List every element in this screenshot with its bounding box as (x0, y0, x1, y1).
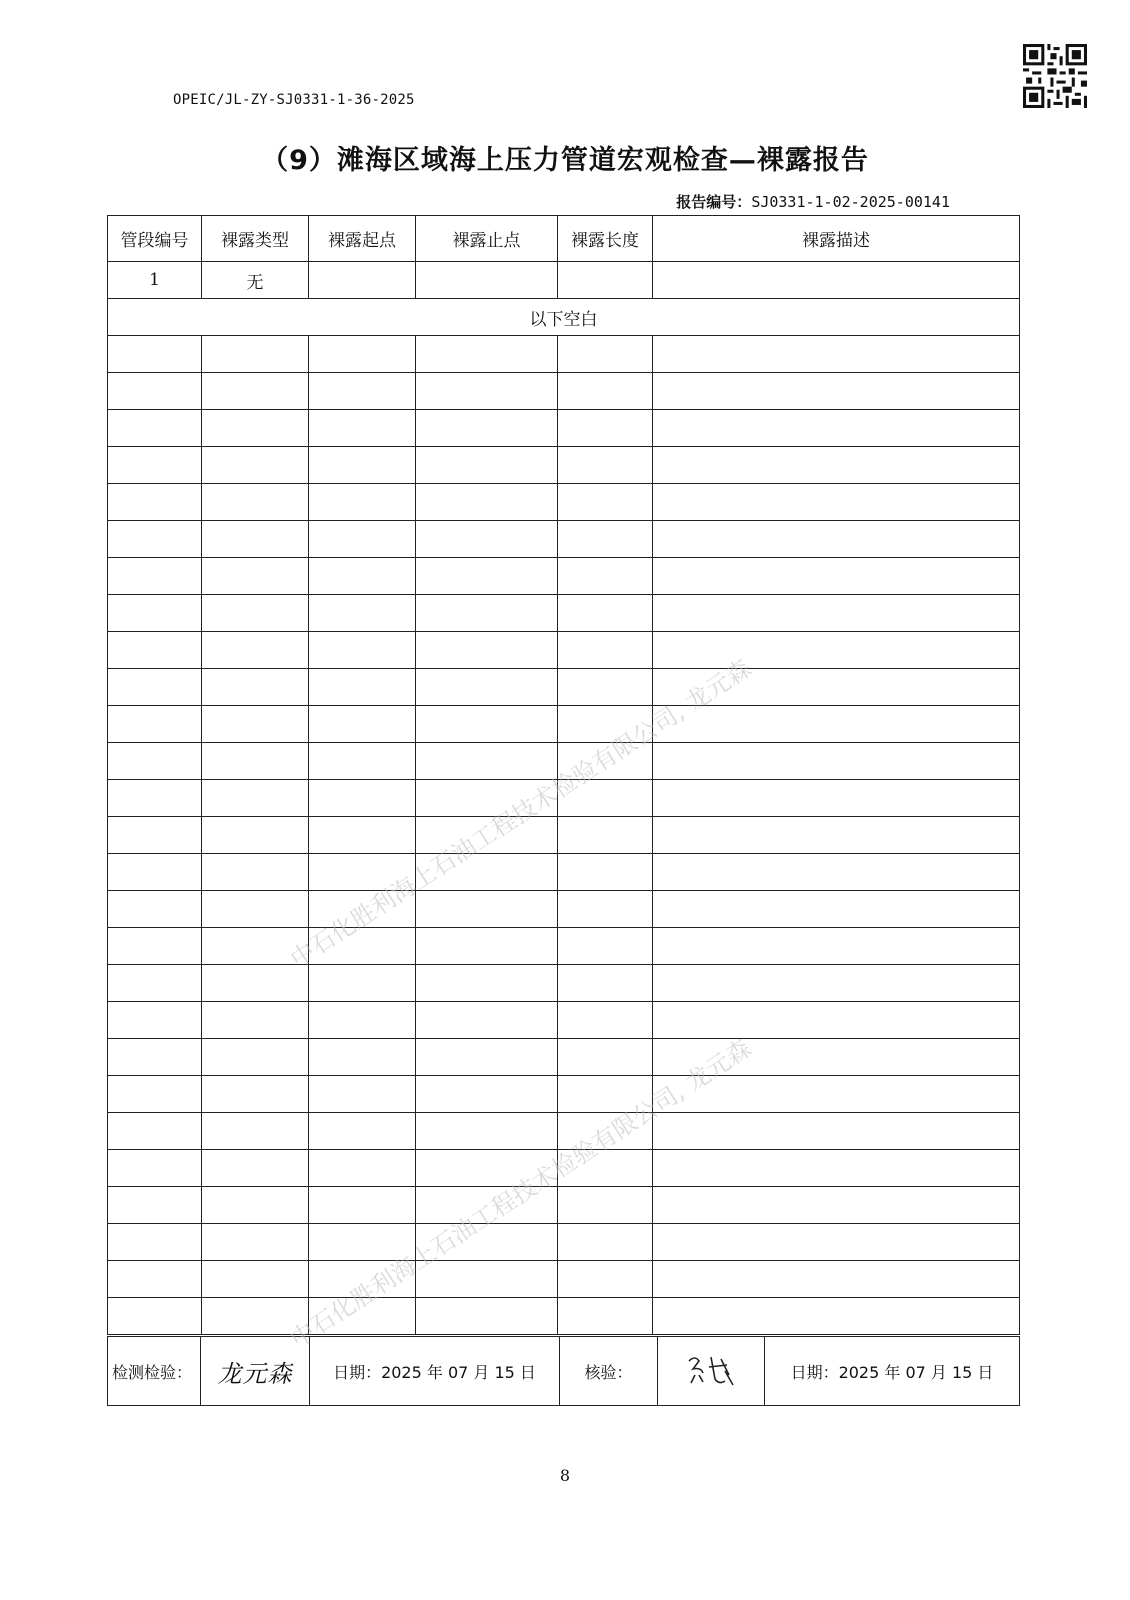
table-cell (202, 558, 309, 595)
table-row (108, 1039, 1020, 1076)
table-cell (653, 336, 1020, 373)
table-cell (416, 336, 558, 373)
table-cell (416, 410, 558, 447)
signature-table (107, 1336, 1020, 1406)
table-cell (653, 1224, 1020, 1261)
report-number-value: SJ0331-1-02-2025-00141 (751, 193, 950, 211)
table-cell (558, 447, 653, 484)
table-cell (558, 484, 653, 521)
table-cell (653, 891, 1020, 928)
table-cell (416, 373, 558, 410)
table-cell (558, 558, 653, 595)
table-row (108, 854, 1020, 891)
table-cell (309, 1224, 416, 1261)
blank-note-row (108, 299, 1020, 336)
table-row (108, 1076, 1020, 1113)
table-cell (309, 1076, 416, 1113)
table-cell (416, 1002, 558, 1039)
table-cell (108, 891, 202, 928)
table-cell (558, 1113, 653, 1150)
table-cell (416, 558, 558, 595)
report-number (676, 191, 950, 212)
table-cell (202, 965, 309, 1002)
inspector-label: 检测检验： (108, 1337, 201, 1406)
table-cell (309, 706, 416, 743)
table-cell (202, 854, 309, 891)
qr-code-icon (1023, 44, 1087, 108)
table-cell (653, 558, 1020, 595)
column-header: 管段编号 (108, 216, 202, 262)
table-cell (309, 1002, 416, 1039)
table-cell (653, 1261, 1020, 1298)
table-cell (309, 1187, 416, 1224)
table-cell (416, 1187, 558, 1224)
table-cell (108, 521, 202, 558)
table-cell (416, 780, 558, 817)
table-cell (108, 1076, 202, 1113)
table-row (108, 1261, 1020, 1298)
table-cell (558, 743, 653, 780)
table-cell (202, 410, 309, 447)
table-cell (309, 1113, 416, 1150)
table-cell (558, 1187, 653, 1224)
table-cell (108, 558, 202, 595)
table-cell (653, 780, 1020, 817)
table-cell (202, 817, 309, 854)
table-row (108, 1224, 1020, 1261)
table-row (108, 447, 1020, 484)
inspect-date: 日期：2025 年 07 月 15 日 (310, 1337, 560, 1406)
report-number-label: 报告编号： (676, 193, 752, 211)
table-cell (108, 632, 202, 669)
signature-row (108, 1337, 1020, 1406)
page-number: 8 (559, 1466, 571, 1485)
table-cell (309, 336, 416, 373)
table-cell (416, 262, 558, 299)
table-row (108, 1002, 1020, 1039)
table-cell (653, 669, 1020, 706)
table-cell (558, 521, 653, 558)
table-cell (653, 817, 1020, 854)
table-cell (108, 595, 202, 632)
table-cell (108, 780, 202, 817)
table-cell (416, 484, 558, 521)
table-cell (108, 1298, 202, 1335)
table-cell (558, 669, 653, 706)
table-cell (558, 780, 653, 817)
table-cell (416, 1224, 558, 1261)
table-cell (558, 928, 653, 965)
table-cell (309, 1150, 416, 1187)
table-cell (416, 1150, 558, 1187)
table-cell (416, 854, 558, 891)
table-cell (309, 595, 416, 632)
table-row (108, 484, 1020, 521)
table-cell (558, 632, 653, 669)
table-cell (309, 743, 416, 780)
table-cell (309, 632, 416, 669)
table-cell (309, 854, 416, 891)
table-cell (108, 743, 202, 780)
table-cell (558, 1224, 653, 1261)
table-cell (653, 1150, 1020, 1187)
table-cell (202, 928, 309, 965)
table-cell (309, 780, 416, 817)
table-cell (416, 595, 558, 632)
table-cell (309, 447, 416, 484)
table-cell (202, 1298, 309, 1335)
segment-number-cell: 1 (108, 262, 202, 299)
table-cell (416, 1298, 558, 1335)
column-header: 裸露止点 (416, 216, 558, 262)
table-cell (202, 780, 309, 817)
table-cell (653, 595, 1020, 632)
table-cell (558, 1002, 653, 1039)
table-row (108, 928, 1020, 965)
table-cell (108, 854, 202, 891)
table-cell (653, 262, 1020, 299)
table-cell (416, 447, 558, 484)
table-row (108, 891, 1020, 928)
table-cell (416, 1261, 558, 1298)
table-cell (108, 706, 202, 743)
table-cell (309, 891, 416, 928)
table-cell (309, 373, 416, 410)
table-cell (558, 965, 653, 1002)
table-row (108, 1298, 1020, 1335)
table-cell (558, 373, 653, 410)
table-cell (653, 447, 1020, 484)
table-row (108, 595, 1020, 632)
table-cell (202, 1076, 309, 1113)
watermark: 中石化胜利海上石油工程技术检验有限公司, 龙元森 (285, 1034, 757, 1354)
table-cell (108, 1150, 202, 1187)
table-cell (558, 854, 653, 891)
table-row (108, 262, 1020, 299)
table-cell (202, 891, 309, 928)
table-cell (108, 1002, 202, 1039)
table-cell (653, 1002, 1020, 1039)
table-row (108, 632, 1020, 669)
table-cell (309, 669, 416, 706)
table-cell (558, 262, 653, 299)
page-title: （9）滩海区域海上压力管道宏观检查—裸露报告 (261, 145, 869, 176)
table-cell (416, 1076, 558, 1113)
document-code: OPEIC/JL-ZY-SJ0331-1-36-2025 (173, 92, 415, 108)
table-row (108, 410, 1020, 447)
table-cell (416, 743, 558, 780)
table-cell (202, 1039, 309, 1076)
table-cell (108, 669, 202, 706)
table-cell (558, 1261, 653, 1298)
table-cell (309, 1298, 416, 1335)
table-row (108, 1187, 1020, 1224)
table-cell (202, 336, 309, 373)
table-row (108, 521, 1020, 558)
column-header: 裸露描述 (653, 216, 1020, 262)
table-header-row (108, 216, 1020, 262)
table-cell (653, 1076, 1020, 1113)
table-cell (558, 706, 653, 743)
table-cell (653, 965, 1020, 1002)
table-cell (108, 1113, 202, 1150)
table-cell (416, 669, 558, 706)
table-cell (558, 336, 653, 373)
table-cell (653, 1113, 1020, 1150)
inspector-signature (201, 1337, 310, 1406)
table-cell (558, 595, 653, 632)
table-row (108, 558, 1020, 595)
table-cell (202, 743, 309, 780)
table-cell (309, 558, 416, 595)
table-cell (416, 817, 558, 854)
table-cell (309, 484, 416, 521)
table-cell (558, 1150, 653, 1187)
table-cell (653, 521, 1020, 558)
table-cell (558, 1039, 653, 1076)
table-cell (108, 484, 202, 521)
table-cell (416, 632, 558, 669)
table-cell (309, 965, 416, 1002)
table-cell (202, 373, 309, 410)
watermark: 中石化胜利海上石油工程技术检验有限公司, 龙元森 (285, 654, 757, 974)
table-cell (558, 817, 653, 854)
table-cell (309, 410, 416, 447)
table-cell (558, 1298, 653, 1335)
table-cell (416, 1039, 558, 1076)
table-cell (108, 965, 202, 1002)
table-row (108, 373, 1020, 410)
table-row (108, 1113, 1020, 1150)
table-cell (653, 1187, 1020, 1224)
table-cell (653, 854, 1020, 891)
table-cell (108, 336, 202, 373)
table-cell (653, 928, 1020, 965)
table-cell (108, 373, 202, 410)
table-cell (416, 891, 558, 928)
column-header: 裸露起点 (309, 216, 416, 262)
table-row (108, 965, 1020, 1002)
table-cell (653, 632, 1020, 669)
table-cell (202, 595, 309, 632)
inspector-signature-text: 龙元森 (217, 1359, 293, 1388)
reviewer-signature (658, 1337, 765, 1406)
table-cell (653, 743, 1020, 780)
table-row (108, 669, 1020, 706)
table-cell (653, 410, 1020, 447)
table-row (108, 336, 1020, 373)
exposure-type-cell: 无 (202, 262, 309, 299)
table-cell (202, 632, 309, 669)
table-cell (202, 1187, 309, 1224)
table-cell (309, 817, 416, 854)
table-cell (202, 447, 309, 484)
reviewer-signature-image (681, 1349, 741, 1389)
table-cell (202, 1261, 309, 1298)
table-cell (108, 928, 202, 965)
table-cell (653, 1298, 1020, 1335)
table-cell (416, 1113, 558, 1150)
column-header: 裸露类型 (202, 216, 309, 262)
table-row (108, 817, 1020, 854)
table-cell (309, 521, 416, 558)
column-header: 裸露长度 (558, 216, 653, 262)
table-cell (108, 1187, 202, 1224)
table-cell (202, 1150, 309, 1187)
table-cell (108, 1224, 202, 1261)
table-cell (202, 521, 309, 558)
table-cell (653, 484, 1020, 521)
table-cell (309, 1261, 416, 1298)
table-cell (309, 1039, 416, 1076)
table-cell (416, 521, 558, 558)
table-cell (202, 1002, 309, 1039)
reviewer-label: 核验： (560, 1337, 658, 1406)
table-cell (108, 1039, 202, 1076)
table-cell (202, 706, 309, 743)
table-cell (202, 1224, 309, 1261)
review-date: 日期：2025 年 07 月 15 日 (765, 1337, 1020, 1406)
table-cell (558, 1076, 653, 1113)
table-cell (653, 706, 1020, 743)
table-cell (202, 484, 309, 521)
table-cell (416, 928, 558, 965)
table-row (108, 1150, 1020, 1187)
table-cell (558, 410, 653, 447)
table-cell (108, 1261, 202, 1298)
table-cell (309, 262, 416, 299)
exposure-table (107, 215, 1020, 1335)
table-cell (202, 1113, 309, 1150)
table-cell (653, 1039, 1020, 1076)
table-row (108, 706, 1020, 743)
table-cell (108, 447, 202, 484)
table-cell (202, 669, 309, 706)
table-cell (416, 706, 558, 743)
table-cell (108, 817, 202, 854)
table-row (108, 780, 1020, 817)
table-row (108, 743, 1020, 780)
table-cell (558, 891, 653, 928)
table-cell (653, 373, 1020, 410)
table-cell (416, 965, 558, 1002)
blank-note: 以下空白 (108, 299, 1020, 336)
table-cell (108, 410, 202, 447)
table-cell (309, 928, 416, 965)
